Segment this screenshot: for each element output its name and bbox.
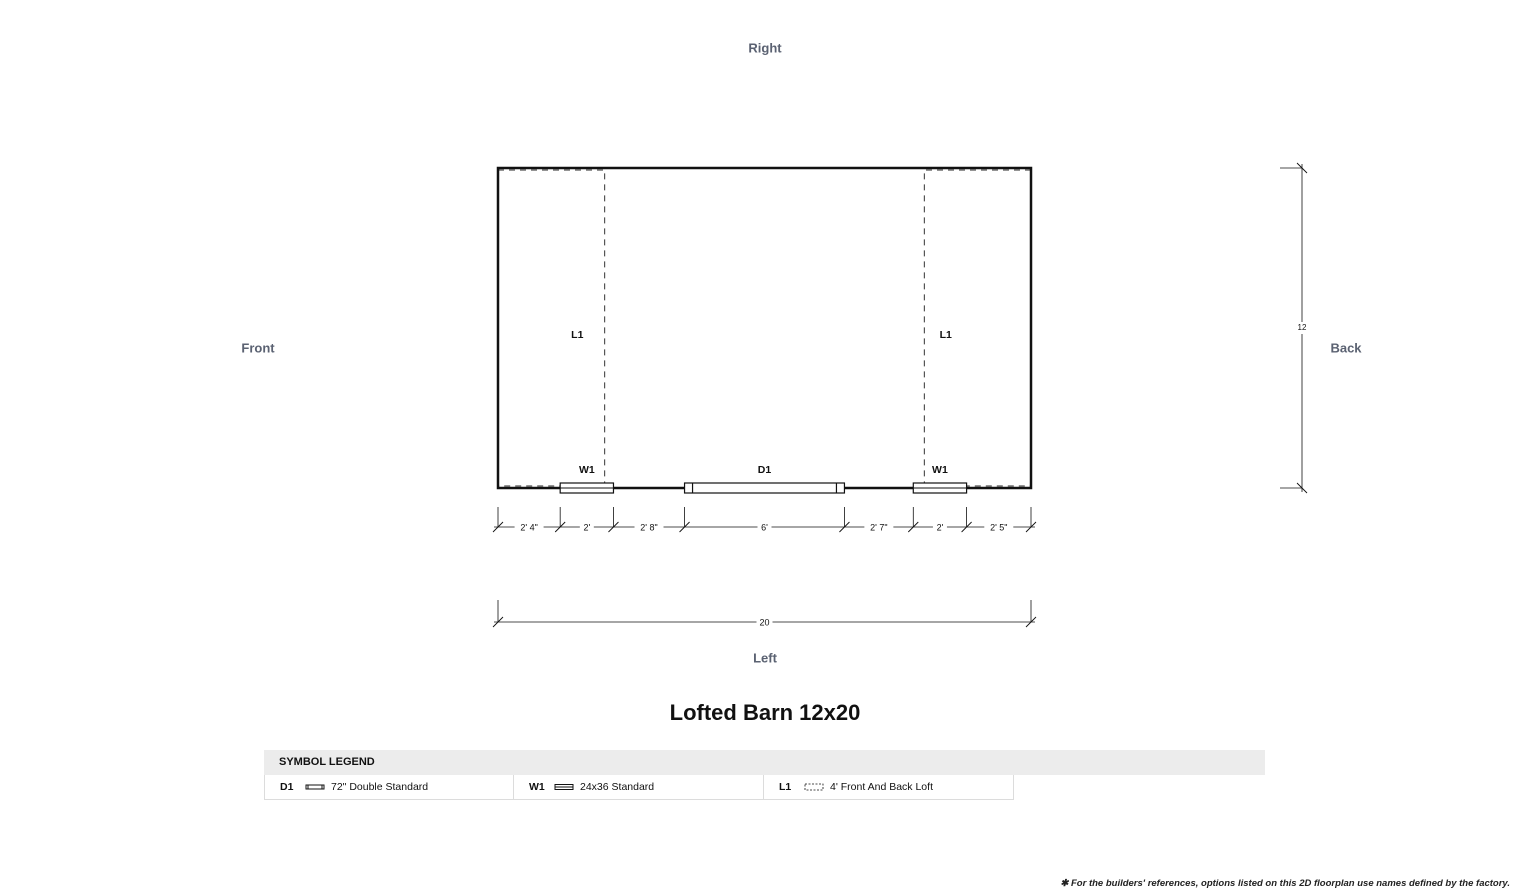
legend-item-l1 xyxy=(764,775,1014,800)
legend-item-d1 xyxy=(264,775,514,800)
loft-label: L1 xyxy=(571,328,584,341)
plan-title: Lofted Barn 12x20 xyxy=(669,700,861,725)
segment-dimension-label: 2' xyxy=(583,522,591,533)
loft-outline xyxy=(498,170,605,486)
window-label: W1 xyxy=(932,463,948,476)
legend-code: L1 xyxy=(779,781,792,793)
door-symbol xyxy=(685,483,845,493)
legend-item-w1 xyxy=(514,775,764,800)
legend-label: 24x36 Standard xyxy=(580,781,655,793)
window-symbol-icon xyxy=(554,783,574,791)
window-label: W1 xyxy=(578,463,595,476)
loft-label: L1 xyxy=(939,328,952,341)
side-label-right: Right xyxy=(748,40,782,56)
side-label-back: Back xyxy=(1330,340,1362,356)
loft-symbol-icon xyxy=(804,783,824,791)
symbol-legend xyxy=(264,750,1265,800)
legend-header: SYMBOL LEGEND xyxy=(264,750,1265,775)
footnote: ✱ For the builders' references, options listed on this 2D floorplan use names defined by the factory. xyxy=(1060,878,1510,889)
segment-dimension-label: 2' 8" xyxy=(640,522,658,533)
legend-code: D1 xyxy=(280,781,294,793)
overall-width-label: 20 xyxy=(759,617,770,628)
legend-label: 4' Front And Back Loft xyxy=(830,781,933,793)
side-label-left: Left xyxy=(753,650,777,666)
segment-dimension-label: 2' 7" xyxy=(870,522,888,533)
overall-depth-label: 12 xyxy=(1297,323,1307,333)
legend-code: W1 xyxy=(529,781,545,793)
segment-dimension-label: 6' xyxy=(761,522,768,533)
door-symbol-icon xyxy=(305,783,325,791)
legend-label: 72" Double Standard xyxy=(331,781,429,793)
side-label-front: Front xyxy=(241,340,275,356)
door-label: D1 xyxy=(757,463,772,476)
segment-dimension-label: 2' 4" xyxy=(520,522,538,533)
segment-dimension-label: 2' 5" xyxy=(990,522,1008,533)
segment-dimension-label: 2' xyxy=(936,522,944,533)
